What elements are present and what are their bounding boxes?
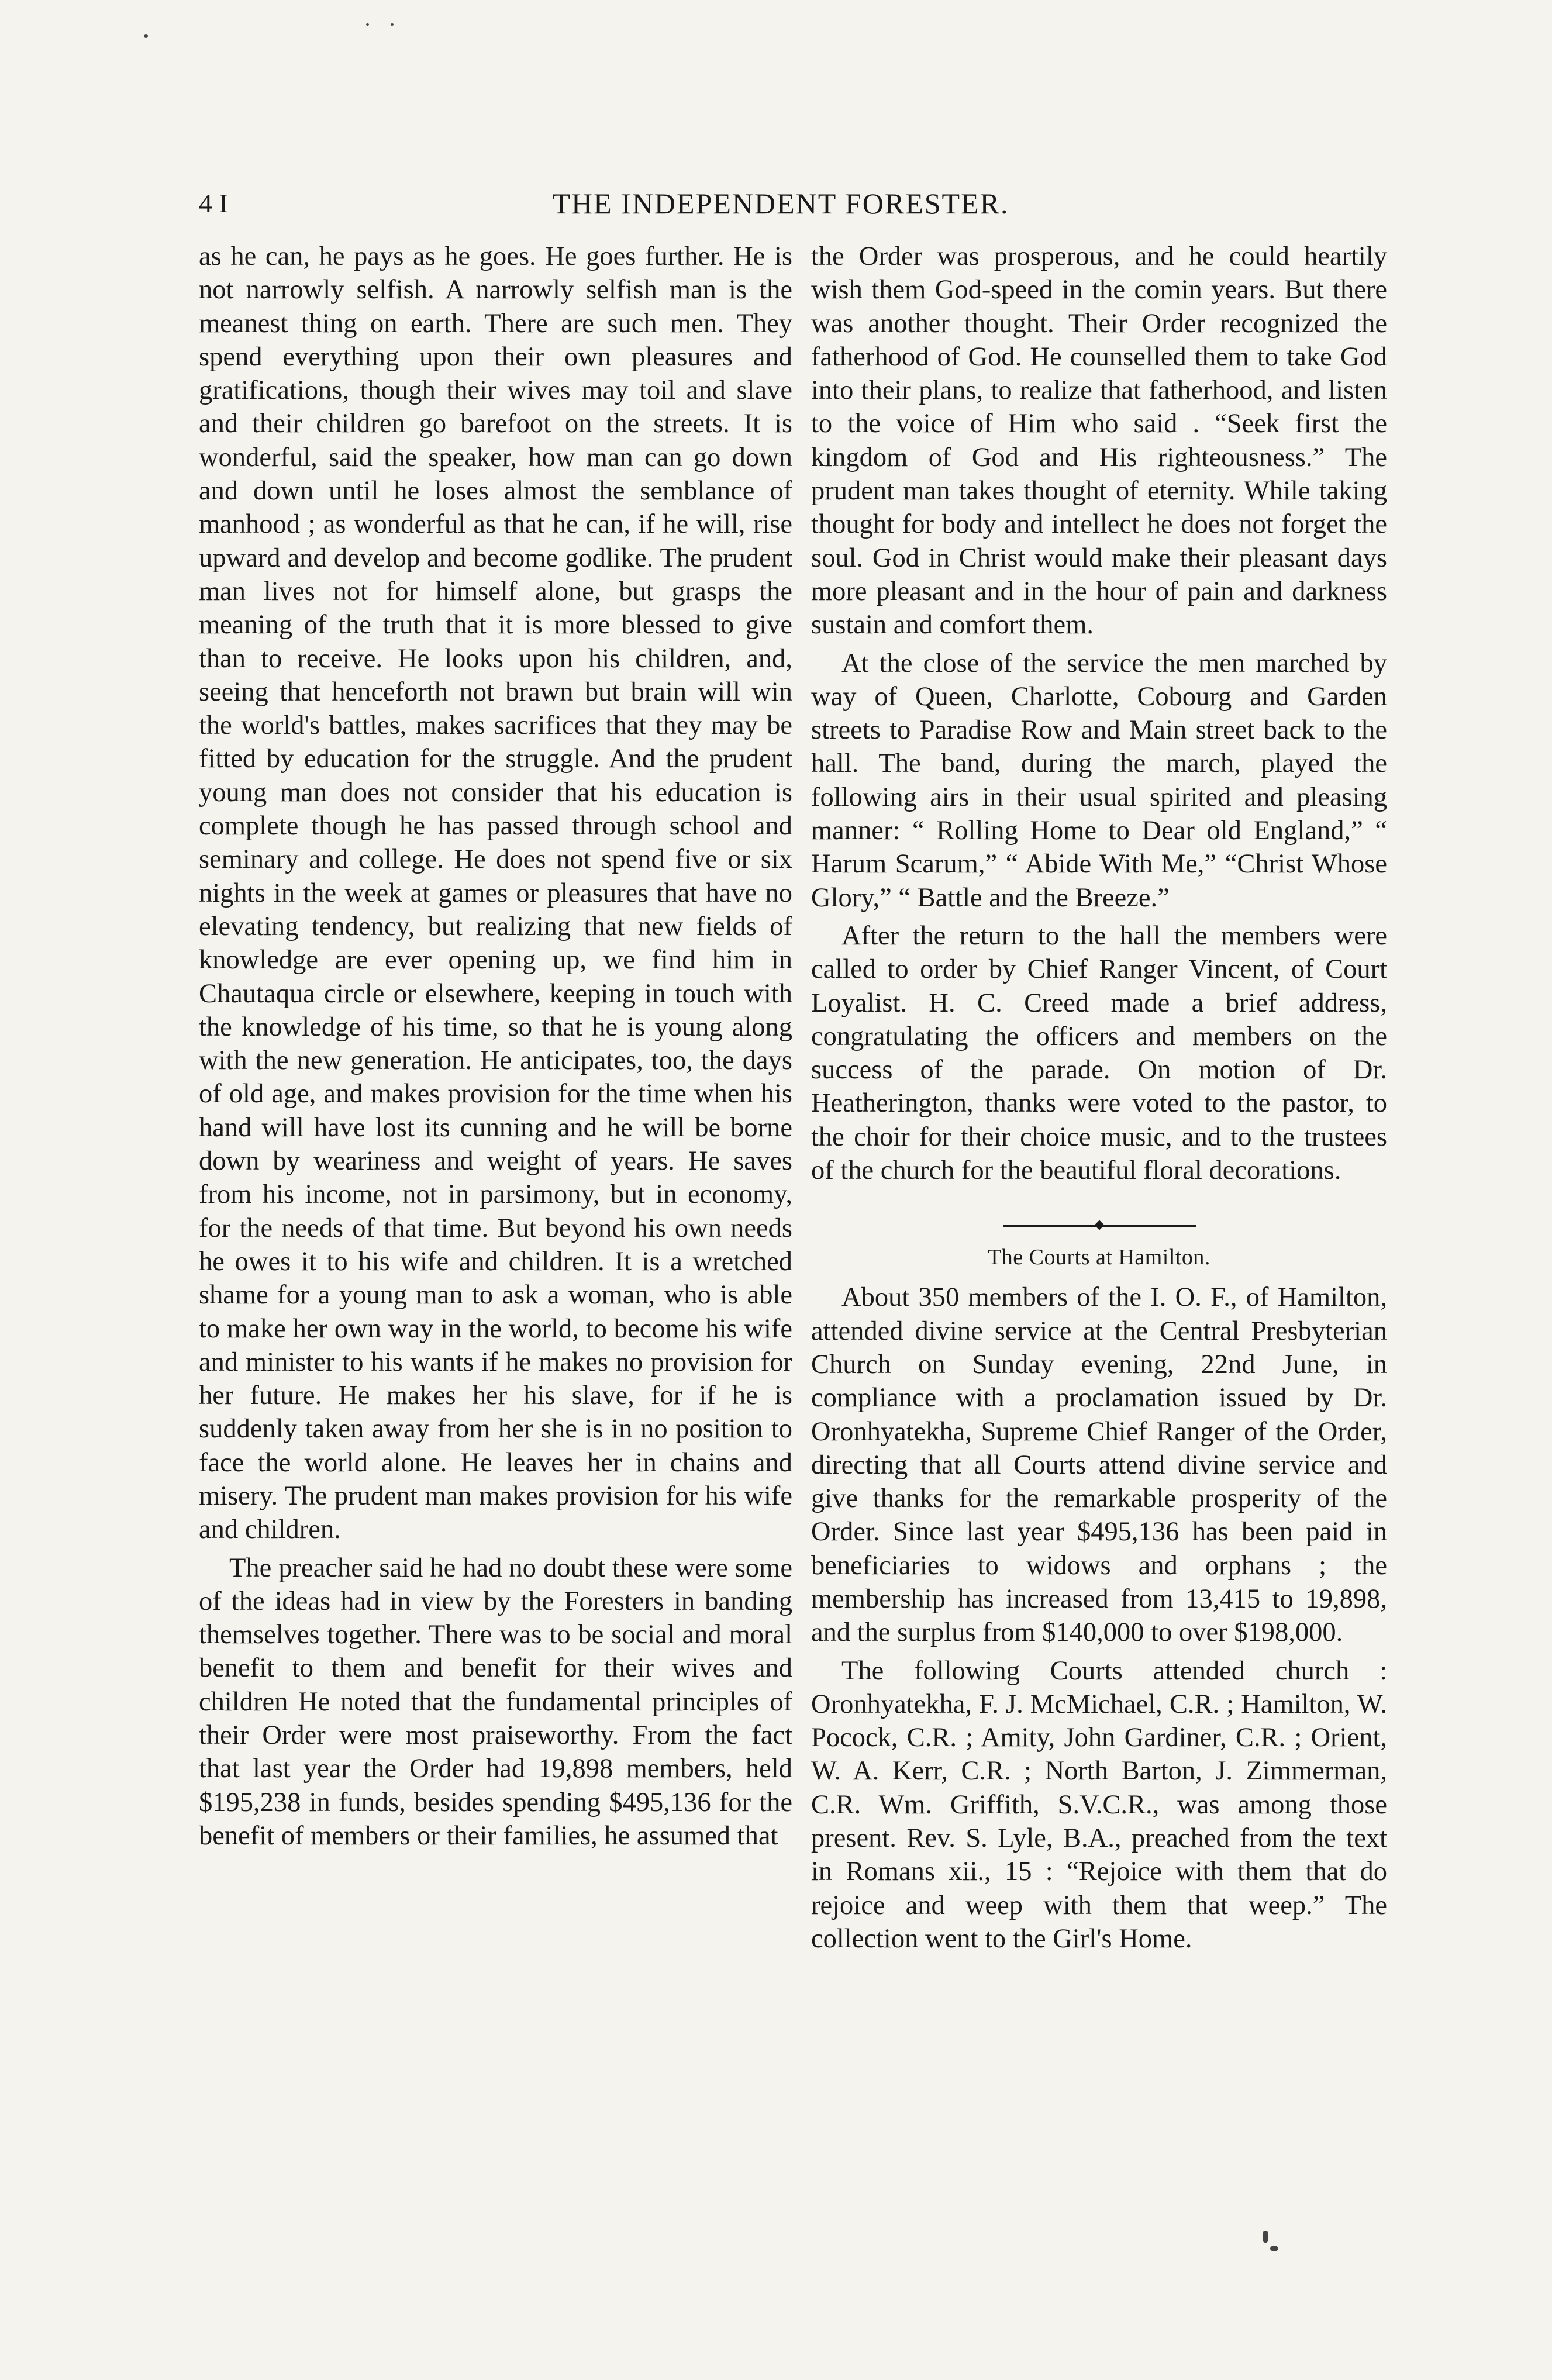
paragraph: the Order was prosperous, and he could heartily wish them God-speed in the comin years. But there was another thought. Their Order recognized the fatherhood of God. He counselled them to take God into their plans, to realize that fatherhood, and listen to the voice of Him who said . “Seek first the kingdom of God and His righteousness.” The prudent man takes thought of eternity. While taking thought for body and intellect he does not forget the soul. God in Christ would make their pleasant days more pleasant and in the hour of pain and darkness sustain and comfort them. bbox=[811, 242, 1387, 640]
paragraph: At the close of the service the men marched by way of Queen, Charlotte, Cobourg and Garden streets to Paradise Row and Main street back to the hall. The band, during the march, played the following airs in their usual spirited and pleasing manner: “ Rolling Home to Dear old England,” “ Harum Scarum,” “ Abide With Me,” “Christ Whose Glory,” “ Battle and the Breeze.” bbox=[811, 648, 1387, 913]
paragraph: After the return to the hall the members were called to order by Chief Ranger Vincent, of Court Loyalist. H. C. Creed made a brief address, congratulating the officers and members on the success of the parade. On motion of Dr. Heatherington, thanks were voted to the pastor, to the choir for their choice music, and to the trustees of the church for the beautiful floral decorations. bbox=[811, 920, 1387, 1186]
paragraph: The following Courts attended church : Oronhyatekha, F. J. McMichael, C.R. ; Hamilton, W. Pocock, C.R. ; Amity, John Gardiner, C.R. ; Orient, W. A. Kerr, C.R. ; North Barton, J. Zimmerman, C.R. Wm. Griffith, S.V.C.R., was among those present. Rev. S. Lyle, B.A., preached from the text in Romans xii., 15 : “Rejoice with them that do rejoice and weep with them that weep.” The collection went to the Girl's Home. bbox=[811, 1655, 1387, 1954]
right-column bbox=[811, 240, 1387, 1955]
paragraph: as he can, he pays as he goes. He goes further. He is not narrowly selfish. A narrowly selfish man is the meanest thing on earth. There are such men. They spend everything upon their own pleasures and gratifications, though their wives may toil and slave and their children go barefoot on the streets. It is wonderful, said the speaker, how man can go down and down until he loses almost the semblance of manhood ; as wonderful as that he can, if he will, rise upward and develop and become godlike. The prudent man lives not for himself alone, but grasps the meaning of the truth that it is more blessed to give than to receive. He looks upon his children, and, seeing that henceforth not brawn but brain will win the world's battles, makes sacrifices that they may be fitted by education for the struggle. And the prudent young man does not consider that his education is complete though he has passed through school and seminary and college. He does not spend five or six nights in the week at games or pleasures that have no elevating tendency, but realizing that new fields of knowledge are ever opening up, we find him in Chautaqua circle or elsewhere, keeping in touch with the knowledge of his time, so that he is young along with the new generation. He anticipates, too, the days of old age, and makes provision for the time when his hand will have lost its cunning and he will be borne down by weariness and weight of years. He saves from his income, not in parsimony, but in economy, for the needs of that time. But beyond his own needs he owes it to his wife and children. It is a wretched shame for a young man to ask a woman, who is able to make her own way in the world, to become his wife and minister to his wants if he makes no provision for her future. He makes her his slave, for if he is suddenly taken away from her she is in no position to face the world alone. He leaves her in chains and misery. The prudent man makes provision for his wife and children. bbox=[199, 242, 792, 1545]
paragraph: The preacher said he had no doubt these were some of the ideas had in view by the Foresters in banding themselves together. There was to be social and moral benefit to them and benefit for their wives and children He noted that the fundamental principles of their Order were most praiseworthy. From the fact that last year the Order had 19,898 members, held $195,238 in funds, besides spending $495,136 for the benefit of members or their families, he assumed that bbox=[199, 1553, 792, 1851]
page-number: 4 I bbox=[199, 188, 228, 218]
journal-title: THE INDEPENDENT FORESTER. bbox=[552, 187, 1009, 220]
paragraph: About 350 members of the I. O. F., of Hamilton, attended divine service at the Central Presbyterian Church on Sunday evening, 22nd June, in compliance with a proclamation issued by Dr. Oronhyatekha, Supreme Chief Ranger of the Order, directing that all Courts attend divine service and give thanks for the remarkable prosperity of the Order. Since last year $495,136 has been paid in beneficiaries to widows and orphans ; the membership has increased from 13,415 to 19,898, and the surplus from $140,000 to over $198,000. bbox=[811, 1282, 1387, 1648]
print-mark bbox=[1263, 2231, 1268, 2243]
section-divider bbox=[1003, 1219, 1196, 1233]
print-speck bbox=[391, 23, 394, 26]
section-heading: The Courts at Hamilton. bbox=[988, 1245, 1210, 1270]
print-mark bbox=[1270, 2246, 1278, 2251]
print-speck bbox=[144, 34, 148, 38]
left-column bbox=[199, 240, 792, 1853]
print-speck bbox=[366, 23, 369, 26]
divider-ornament bbox=[1094, 1220, 1104, 1230]
page-header bbox=[199, 186, 1363, 221]
